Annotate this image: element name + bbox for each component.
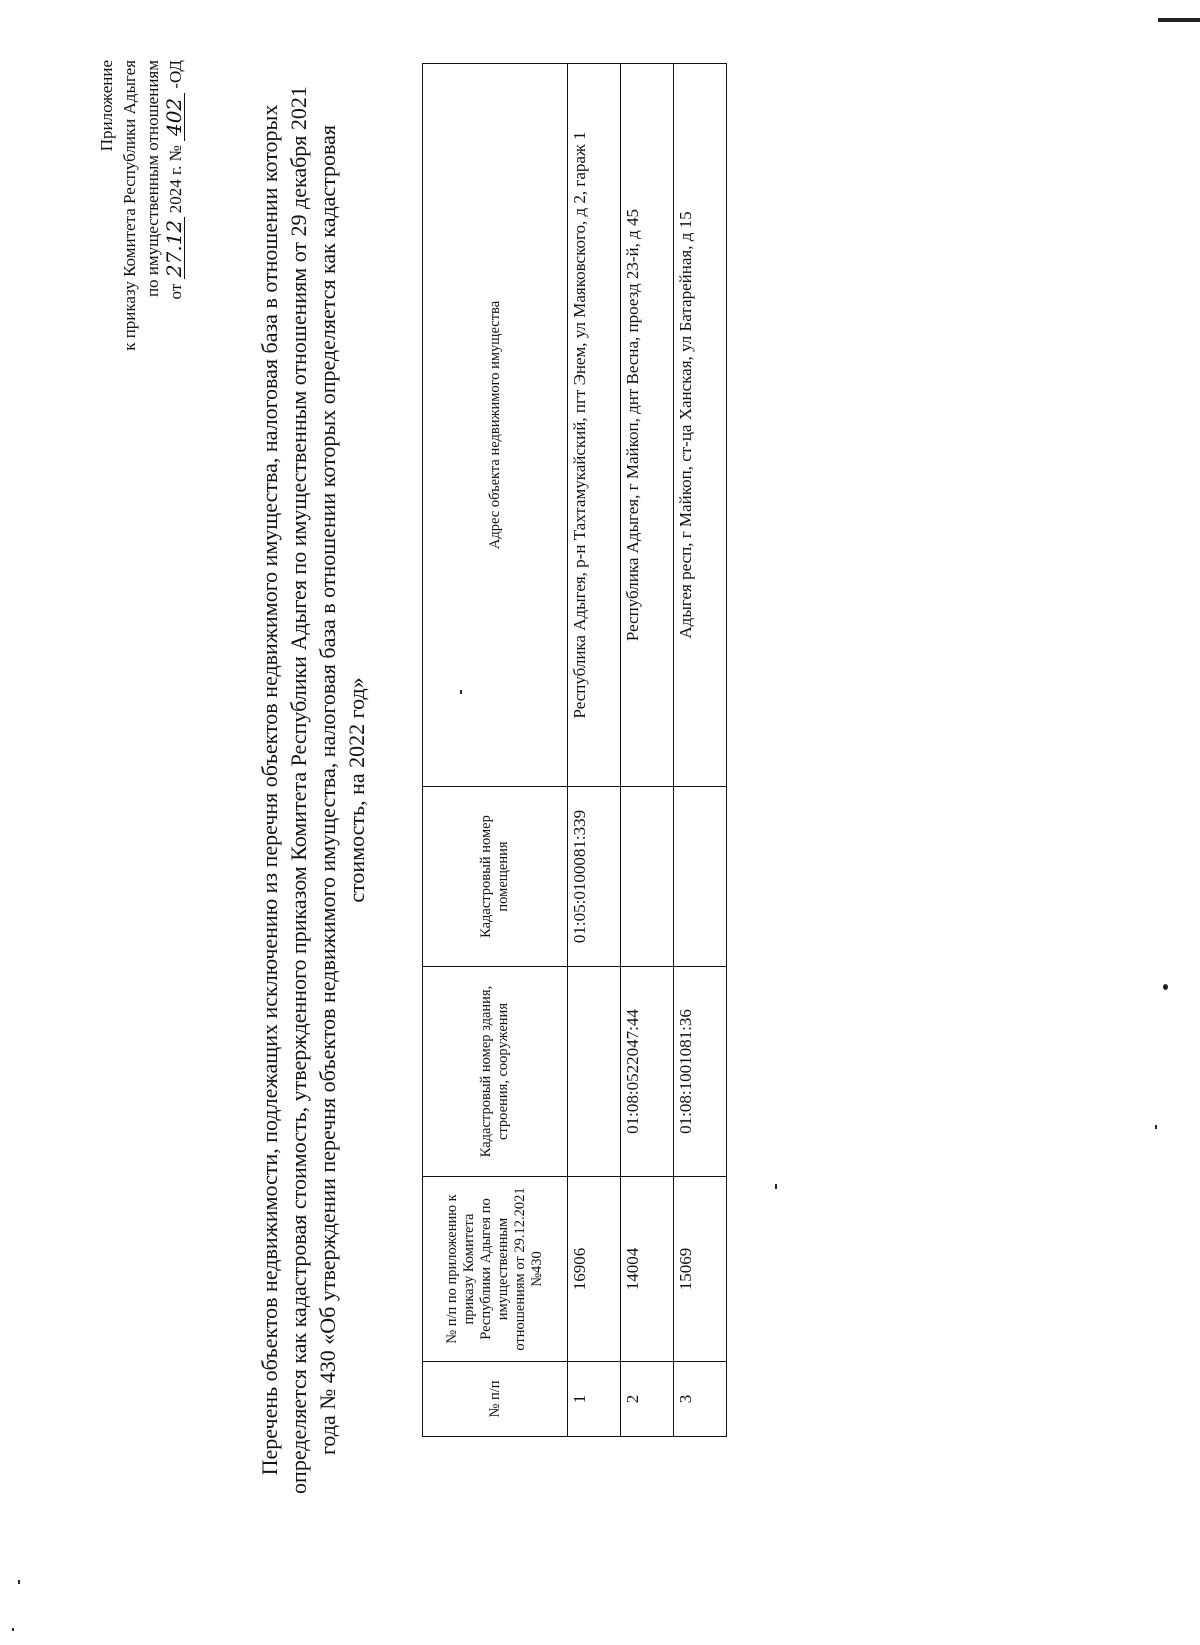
cell-room-cadastral	[621, 787, 674, 967]
scan-speck	[460, 690, 462, 694]
annex-label: Приложение	[97, 60, 116, 152]
cell-ref-number: 14004	[621, 1177, 674, 1362]
date-year: 2024 г. №	[166, 145, 185, 214]
cell-number: 2	[621, 1362, 674, 1437]
cell-room-cadastral	[674, 787, 727, 967]
handwritten-order-number: 402	[164, 93, 185, 141]
document-title: Перечень объектов недвижимости, подлежащих исключению из перечня объектов недвижимого имущества, налоговая база в отношении которых определяется как кадастровая стоимость, утвержденного приказом Комитета Республики Адыгея по имущественным отношениям от 29 декабря 2021 года № 430 «Об утверждении перечня объектов недвижимого имущества, налоговая база в отношении которых определяется как кадастровая стоимость, на 2022 год»	[257, 86, 369, 1494]
property-table	[422, 63, 727, 1437]
cell-ref-number: 16906	[568, 1177, 621, 1362]
table-row	[674, 64, 727, 1437]
cell-room-cadastral: 01:05:0100081:339	[568, 787, 621, 967]
col-header-room-cadastral: Кадастровый номер помещения	[423, 787, 568, 967]
annex-header	[95, 60, 187, 760]
cell-address: Республика Адыгея, р-н Тахтамукайский, пгт Энем, ул Маяковского, д 2, гараж 1	[568, 64, 621, 787]
table-row	[568, 64, 621, 1437]
col-header-number: № п/п	[423, 1362, 568, 1437]
cell-address: Республика Адыгея, г Майкоп, днт Весна, проезд 23-й, д 45	[621, 64, 674, 787]
cell-number: 1	[568, 1362, 621, 1437]
cell-building-cadastral: 01:08:1001081:36	[674, 967, 727, 1177]
cell-number: 3	[674, 1362, 727, 1437]
col-header-building-cadastral: Кадастровый номер здания, строения, сооружения	[423, 967, 568, 1177]
order-suffix: -ОД	[166, 60, 185, 89]
cell-building-cadastral: 01:08:0522047:44	[621, 967, 674, 1177]
annex-committee: по имущественным отношениям	[143, 60, 162, 298]
table-header-row	[423, 64, 568, 1437]
scan-speck	[12, 1628, 14, 1631]
cell-address: Адыгея респ, г Майкоп, ст-ца Ханская, ул Батарейная, д 15	[674, 64, 727, 787]
scan-speck	[18, 1580, 20, 1584]
col-header-address: Адрес объекта недвижимого имущества	[423, 64, 568, 787]
scan-edge-mark	[1158, 18, 1200, 22]
table-row	[621, 64, 674, 1437]
annex-date-line	[164, 60, 187, 760]
date-prefix: от	[166, 283, 185, 300]
scan-speck	[1155, 1125, 1157, 1129]
annex-order-ref: к приказу Комитета Республики Адыгея	[120, 60, 139, 351]
scan-speck	[775, 1184, 777, 1189]
cell-ref-number: 15069	[674, 1177, 727, 1362]
cell-building-cadastral	[568, 967, 621, 1177]
col-header-ref-number: № п/п по приложению к приказу Комитета Республики Адыгея по имущественным отношениям от 29.12.2021 №430	[423, 1177, 568, 1362]
handwritten-date: 27.12	[164, 217, 185, 279]
scan-speck	[1163, 984, 1168, 990]
